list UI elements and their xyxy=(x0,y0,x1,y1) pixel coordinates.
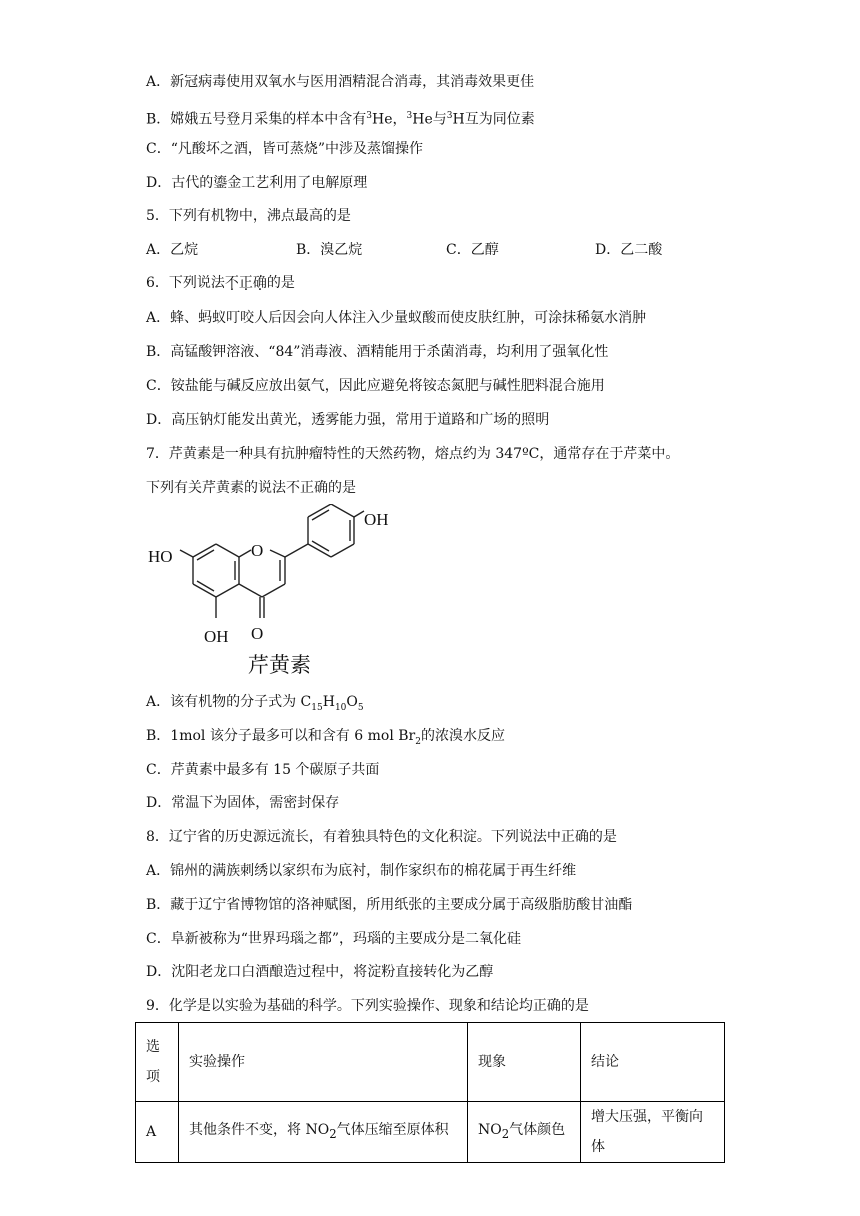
header-operation: 实验操作 xyxy=(179,1023,468,1102)
experiment-table xyxy=(135,1022,725,1163)
q8-option-c: C．阜新被称为“世界玛瑙之都”，玛瑙的主要成分是二氧化硅 xyxy=(146,931,522,947)
apigenin-structure xyxy=(140,504,410,654)
double-bond xyxy=(197,581,214,591)
bond xyxy=(180,550,193,557)
q6-option-b: B．高锰酸钾溶液、“84”消毒液、酒精能用于杀菌消毒，均利用了强氧化性 xyxy=(146,344,609,360)
header-option-char2: 项 xyxy=(146,1069,160,1085)
bond xyxy=(239,550,251,557)
q7-option-c: C．芹黄素中最多有 15 个碳原子共面 xyxy=(146,762,380,778)
bond xyxy=(331,504,354,517)
bond xyxy=(239,584,262,597)
q7-option-b-end: 的浓溴水反应 xyxy=(420,728,505,744)
formula-o: O xyxy=(346,694,358,710)
subscript: 5 xyxy=(357,702,364,713)
bond xyxy=(285,544,308,557)
q5-option-b: B．溴乙烷 xyxy=(296,242,363,258)
q8-stem: 8．辽宁省的历史源远流长，有着独具特色的文化积淀。下列说法中正确的是 xyxy=(146,829,617,845)
q7-stem-line2: 下列有关芹黄素的说法不正确的是 xyxy=(146,480,356,496)
header-option-char1: 选 xyxy=(146,1039,160,1055)
double-bond xyxy=(312,510,329,520)
q6-stem xyxy=(146,273,295,293)
q7-option-d: D．常温下为固体，需密封保存 xyxy=(146,795,340,811)
ketone-oxygen-label: O xyxy=(251,624,264,643)
q4-option-b-text: B．嫦娥五号登月采集的样本中含有 xyxy=(146,111,367,128)
emphasis-char: 不 xyxy=(224,275,239,291)
header-option xyxy=(136,1023,179,1102)
q4-option-b-he2: He与 xyxy=(412,111,447,128)
cell-phenomenon xyxy=(468,1102,581,1163)
q6-stem-end: 的是 xyxy=(266,275,295,291)
bond xyxy=(270,550,285,557)
q5-stem: 5．下列有机物中，沸点最高的是 xyxy=(146,208,351,224)
molecule-caption: 芹黄素 xyxy=(248,653,311,677)
table-row xyxy=(136,1102,725,1163)
q4-option-b-he: He， xyxy=(372,111,407,128)
bond xyxy=(354,511,364,517)
oh-top-label: OH xyxy=(364,510,389,529)
emphasis-char: 确 xyxy=(252,275,267,291)
bond xyxy=(216,544,239,557)
cell-operation-end: 气体压缩至原体积 xyxy=(336,1122,449,1139)
q5-option-d: D．乙二酸 xyxy=(595,242,663,258)
q4-option-b xyxy=(146,106,535,130)
cell-operation xyxy=(179,1102,468,1163)
cell-conclusion: 增大压强，平衡向体 xyxy=(581,1102,725,1163)
cell-operation-text: 其他条件不变，将 NO xyxy=(189,1122,330,1139)
cell-phenomenon-text: NO xyxy=(478,1122,502,1139)
mass-number: 3 xyxy=(446,111,453,121)
subscript: 2 xyxy=(329,1126,337,1141)
q5-option-a: A．乙烷 xyxy=(146,242,199,258)
q7-option-b-text: B．1mol 该分子最多可以和含有 6 mol Br xyxy=(146,728,416,744)
subscript: 10 xyxy=(334,702,347,713)
subscript: 2 xyxy=(415,736,421,747)
q8-option-d: D．沈阳老龙口白酒酿造过程中，将淀粉直接转化为乙醇 xyxy=(146,964,494,980)
q4-option-a: A．新冠病毒使用双氧水与医用酒精混合消毒，其消毒效果更佳 xyxy=(146,74,535,90)
header-conclusion: 结论 xyxy=(581,1023,725,1102)
q4-option-d: D．古代的鎏金工艺利用了电解原理 xyxy=(146,175,368,191)
q8-option-b: B．藏于辽宁省博物馆的洛神赋图，所用纸张的主要成分属于高级脂肪酸甘油酯 xyxy=(146,897,633,913)
q4-option-c: C．“凡酸坏之酒，皆可蒸烧”中涉及蒸馏操作 xyxy=(146,141,424,157)
q6-option-a: A．蜂、蚂蚁叮咬人后因会向人体注入少量蚁酸而使皮肤红肿，可涂抹稀氨水消肿 xyxy=(146,310,647,326)
q8-option-a: A．锦州的满族刺绣以家织布为底衬，制作家织布的棉花属于再生纤维 xyxy=(146,863,577,879)
emphasis-char: 正 xyxy=(238,275,253,291)
table-header-row xyxy=(136,1023,725,1102)
q6-option-d: D．高压钠灯能发出黄光，透雾能力强，常用于道路和广场的照明 xyxy=(146,412,550,428)
q5-option-c: C．乙醇 xyxy=(446,242,499,258)
double-bond xyxy=(197,550,214,560)
q4-option-b-end: 互为同位素 xyxy=(464,111,535,128)
bond xyxy=(262,584,285,597)
subscript: 2 xyxy=(501,1126,510,1141)
q6-stem-text: 6．下列说法 xyxy=(146,275,225,291)
cell-phenomenon-end: 气体颜色 xyxy=(509,1122,566,1139)
q4-option-b-h: H xyxy=(452,111,465,128)
mass-number: 3 xyxy=(366,111,373,121)
q7-stem-line1: 7．芹黄素是一种具有抗肿瘤特性的天然药物，熔点约为 347ºC，通常存在于芹菜中。 xyxy=(146,446,680,462)
oh-bottom-label: OH xyxy=(204,627,229,646)
double-bond xyxy=(312,541,329,551)
q6-option-c: C．铵盐能与碱反应放出氨气，因此应避免将铵态氮肥与碱性肥料混合施用 xyxy=(146,378,605,394)
cell-option: A xyxy=(136,1102,179,1163)
header-phenomenon: 现象 xyxy=(468,1023,581,1102)
bond xyxy=(331,544,354,557)
q9-stem: 9．化学是以实验为基础的科学。下列实验操作、现象和结论均正确的是 xyxy=(146,998,589,1014)
formula-h: H xyxy=(322,694,335,710)
q7-option-a-text: A．该有机物的分子式为 C xyxy=(146,694,312,710)
ho-left-label: HO xyxy=(148,547,173,566)
bond xyxy=(216,584,239,597)
q7-option-a xyxy=(146,692,364,718)
mass-number: 3 xyxy=(406,111,413,121)
ring-oxygen-label: O xyxy=(251,541,264,560)
q7-option-b xyxy=(146,726,505,752)
subscript: 15 xyxy=(311,702,323,713)
